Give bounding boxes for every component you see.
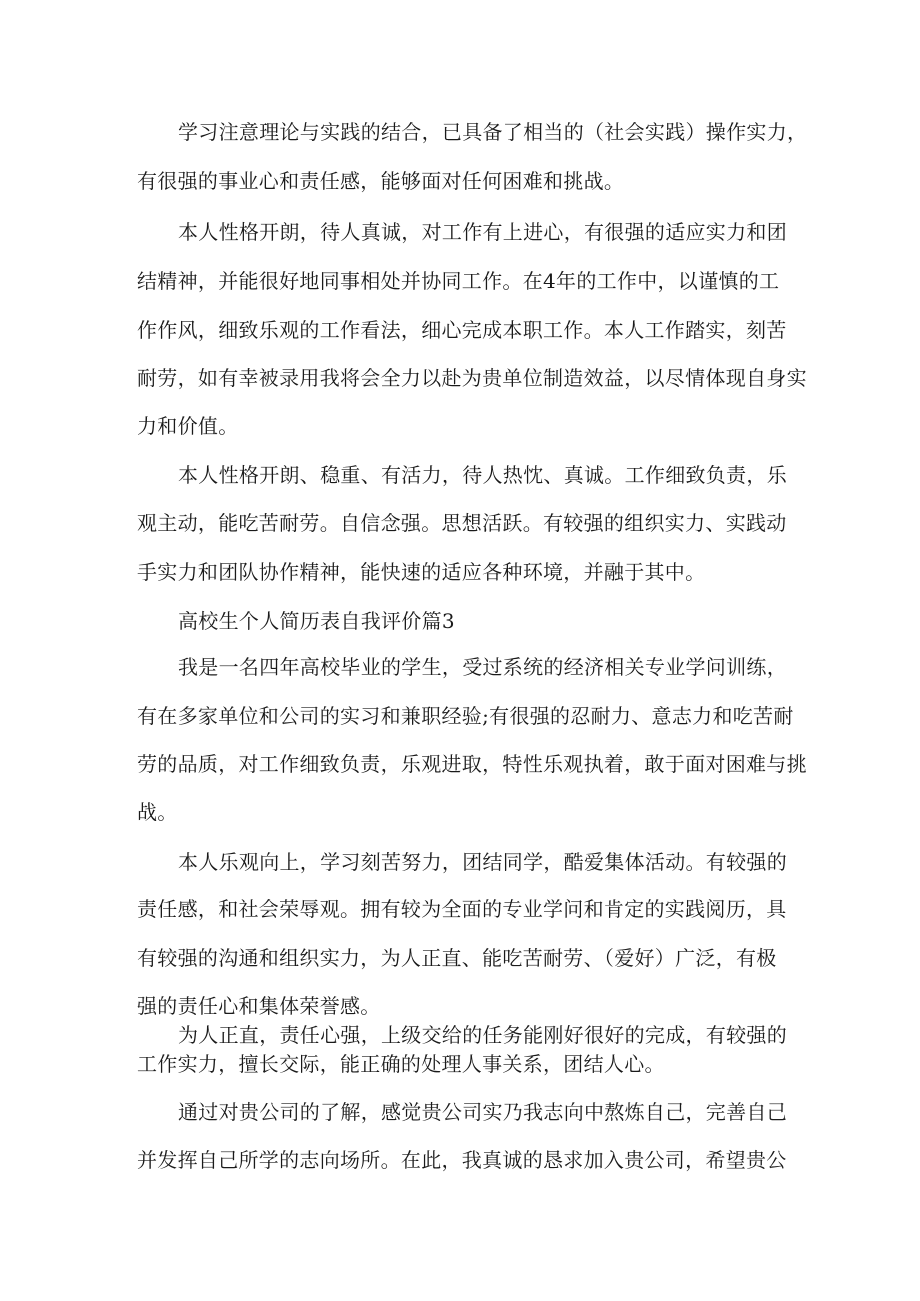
- text-line: 劳的品质，对工作细致负责，乐观进取，特性乐观执着，敢于面对困难与挑: [137, 752, 807, 776]
- text-line: 本人性格开朗，待人真诚，对工作有上进心，有很强的适应实力和团: [178, 220, 787, 244]
- text-line: 战。: [137, 800, 178, 824]
- text-line: 通过对贵公司的了解，感觉贵公司实乃我志向中熬炼自己，完善自己: [178, 1100, 787, 1124]
- text-line: 有较强的沟通和组织实力，为人正直、能吃苦耐劳、（爱好）广泛，有极: [137, 946, 777, 970]
- text-line: 责任感，和社会荣辱观。拥有较为全面的专业学问和肯定的实践阅历，具: [137, 897, 787, 921]
- text-line: 我是一名四年高校毕业的学生，受过系统的经济相关专业学问训练，: [178, 655, 787, 679]
- text-line: 为人正直，责任心强，上级交给的任务能刚好很好的完成，有较强的: [178, 1023, 787, 1047]
- text-line: 有很强的事业心和责任感，能够面对任何困难和挑战。: [137, 169, 625, 193]
- text-line: 学习注意理论与实践的结合，已具备了相当的（社会实践）操作实力，: [178, 120, 808, 144]
- text-line: 力和价值。: [137, 414, 239, 438]
- text-line: 观主动，能吃苦耐劳。自信念强。思想活跃。有较强的组织实力、实践动: [137, 511, 787, 535]
- text-line: 工作实力，擅长交际，能正确的处理人事关系，团结人心。: [137, 1052, 665, 1076]
- text-line: 并发挥自己所学的志向场所。在此，我真诚的恳求加入贵公司，希望贵公: [137, 1148, 787, 1172]
- section-heading: 高校生个人简历表自我评价篇3: [178, 609, 455, 633]
- text-line: 强的责任心和集体荣誉感。: [137, 994, 381, 1018]
- text-line: 耐劳，如有幸被录用我将会全力以赴为贵单位制造效益，以尽情体现自身实: [137, 366, 807, 390]
- text-line: 手实力和团队协作精神，能快速的适应各种环境，并融于其中。: [137, 560, 706, 584]
- text-line: 本人乐观向上，学习刻苦努力，团结同学，酷爱集体活动。有较强的: [178, 850, 787, 874]
- text-line: 作作风，细致乐观的工作看法，细心完成本职工作。本人工作踏实，刻苦: [137, 318, 787, 342]
- text-line: 本人性格开朗、稳重、有活力，待人热忱、真诚。工作细致负责，乐: [178, 463, 787, 487]
- text-line: 结精神，并能很好地同事相处并协同工作。在4年的工作中，以谨慎的工: [137, 269, 780, 293]
- text-line: 有在多家单位和公司的实习和兼职经验;有很强的忍耐力、意志力和吃苦耐: [137, 704, 794, 728]
